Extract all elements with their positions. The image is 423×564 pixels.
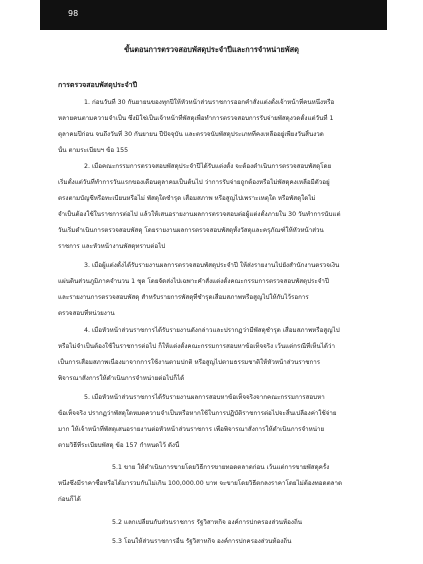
paragraph-4-line: เป็นการเสื่อมสภาพเนื่องมาจากการใช้งานตามปกติ หรือสูญไปตามธรรมชาติให้หัวหน้าส่วนราชการ xyxy=(58,359,321,366)
sub-item-5-1-line: 5.1 ขาย ให้ดำเนินการขายโดยวิธีการขายทอดตลาดก่อน เว้นแต่การขายพัสดุครั้ง xyxy=(112,464,330,471)
paragraph-2-line: เริ่มตั้งแต่วันที่ทำการวันแรกของเดือนตุลาคมเป็นต้นไป ว่าการรับจ่ายถูกต้องหรือไม่พัสดุคงเหลือมีตัวอยู่ xyxy=(58,179,330,186)
paragraph-5-line: ข้อเท็จจริง ปรากฏว่าพัสดุใดหมดความจำเป็นหรือหากใช้ในการปฏิบัติราชการต่อไปจะสิ้นเปลืองค่าใช้จ่าย xyxy=(58,410,337,417)
page-number-tab xyxy=(40,0,387,30)
paragraph-5-line: 5. เมื่อหัวหน้าส่วนราชการได้รับรายงานผลการสอบหาข้อเท็จจริงจากคณะกรรมการสอบหา xyxy=(84,394,325,401)
sub-item-5-1-line: หนึ่งซึ่งมีราคาซื้อหรือได้มารวมกันไม่เกิน 100,000.00 บาท จะขายโดยวิธีตกลงราคาโดยไม่ต้องทอดตลาด xyxy=(58,480,343,487)
paragraph-1-line: ตุลาคมปีก่อน จนถึงวันที่ 30 กันยายน ปีปัจจุบัน และตรวจนับพัสดุประเภทที่คงเหลืออยู่เพียงวันสิ้นงวด xyxy=(58,131,324,138)
paragraph-2-line: 2. เมื่อคณะกรรมการตรวจสอบพัสดุประจำปีได้รับแต่งตั้ง จะต้องดำเนินการตรวจสอบพัสดุโดย xyxy=(84,163,332,170)
paragraph-2-line: ราชการ และหัวหน้างานพัสดุทราบต่อไป xyxy=(58,243,166,250)
paragraph-3-line: ตรวจสอบที่หน่วยงาน xyxy=(58,310,115,317)
sub-item-5-3: 5.3 โอนให้ส่วนราชการอื่น รัฐวิสาหกิจ องค์การปกครองส่วนท้องถิ่น xyxy=(112,538,292,545)
paragraph-5-line: มาก ให้เจ้าหน้าที่พัสดุเสนอรายงานต่อหัวหน้าส่วนราชการ เพื่อพิจารณาสั่งการให้ดำเนินการจำหน่าย xyxy=(58,426,325,433)
paragraph-4-line: หรือไม่จำเป็นต้องใช้ในราชการต่อไป ก็ให้แต่งตั้งคณะกรรมการสอบหาข้อเท็จจริง เว้นแต่กรณีที่เห็นได้ว่า xyxy=(58,343,335,350)
document-title: ขั้นตอนการตรวจสอบพัสดุประจำปีและการจำหน่ายพัสดุ xyxy=(124,45,299,54)
paragraph-3-line: 3. เมื่อผู้แต่งตั้งได้รับรายงานผลการตรวจสอบพัสดุประจำปี ให้ส่งรายงานไปยังสำนักงานตรวจเงิน xyxy=(84,262,340,269)
section-heading: การตรวจสอบพัสดุประจำปี xyxy=(58,81,138,89)
paragraph-4-line: 4. เมื่อหัวหน้าส่วนราชการได้รับรายงานดังกล่าวและปรากฏว่ามีพัสดุชำรุด เสื่อมสภาพหรือสูญไป xyxy=(84,327,340,334)
page-number: 98 xyxy=(68,9,79,18)
sub-item-5-1-line: ก่อนก็ได้ xyxy=(58,496,81,503)
paragraph-1-line: 1. ก่อนวันที่ 30 กันยายนของทุกปีให้หัวหน้าส่วนราชการออกคำสั่งแต่งตั้งเจ้าหน้าที่คนหนึ่งหรือ xyxy=(84,99,335,106)
paragraph-2-line: ตรงตามบัญชีหรือทะเบียนหรือไม่ พัสดุใดชำรุด เสื่อมสภาพ หรือสูญไปเพราะเหตุใด หรือพัสดุใดไม่ xyxy=(58,195,316,202)
paragraph-3-line: และรายงานการตรวจสอบพัสดุ สำหรับรายการพัสดุที่ชำรุดเสื่อมสภาพหรือสูญไปให้กับไว้รอการ xyxy=(58,294,309,301)
paragraph-4-line: พิจารณาสั่งการให้ดำเนินการจำหน่ายต่อไปก็ได้ xyxy=(58,375,185,382)
paragraph-1-line: นั้น ตามระเบียบฯ ข้อ 155 xyxy=(58,147,129,154)
paragraph-1-line: หลายคนตามความจำเป็น ซึ่งมิใช่เป็นเจ้าหน้าที่พัสดุเพื่อทำการตรวจสอบการรับจ่ายพัสดุงวดตั้งแต่วันที่ 1 xyxy=(58,115,334,122)
paragraph-3-line: แผ่นดินส่วนภูมิภาคจำนวน 1 ชุด โดยจัดส่งไปเฉพาะคำสั่งแต่งตั้งคณะกรรมการตรวจสอบพัสดุประจำปี xyxy=(58,278,329,285)
paragraph-2-line: จำเป็นต้องใช้ในราชการต่อไป แล้วให้เสนอรายงานผลการตรวจสอบต่อผู้แต่งตั้งภายใน 30 วันทำการนับแต่ xyxy=(58,211,341,218)
sub-item-5-2: 5.2 แลกเปลี่ยนกับส่วนราชการ รัฐวิสาหกิจ องค์การปกครองส่วนท้องถิ่น xyxy=(112,519,303,526)
paragraph-5-line: ตามวิธีที่ระเบียบพัสดุ ข้อ 157 กำหนดไว้ ดังนี้ xyxy=(58,442,180,449)
paragraph-2-line: วันเริ่มดำเนินการตรวจสอบพัสดุ โดยรายงานผลการตรวจสอบพัสดุทั้งวัสดุและครุภัณฑ์ให้หัวหน้าส่วน xyxy=(58,227,324,234)
